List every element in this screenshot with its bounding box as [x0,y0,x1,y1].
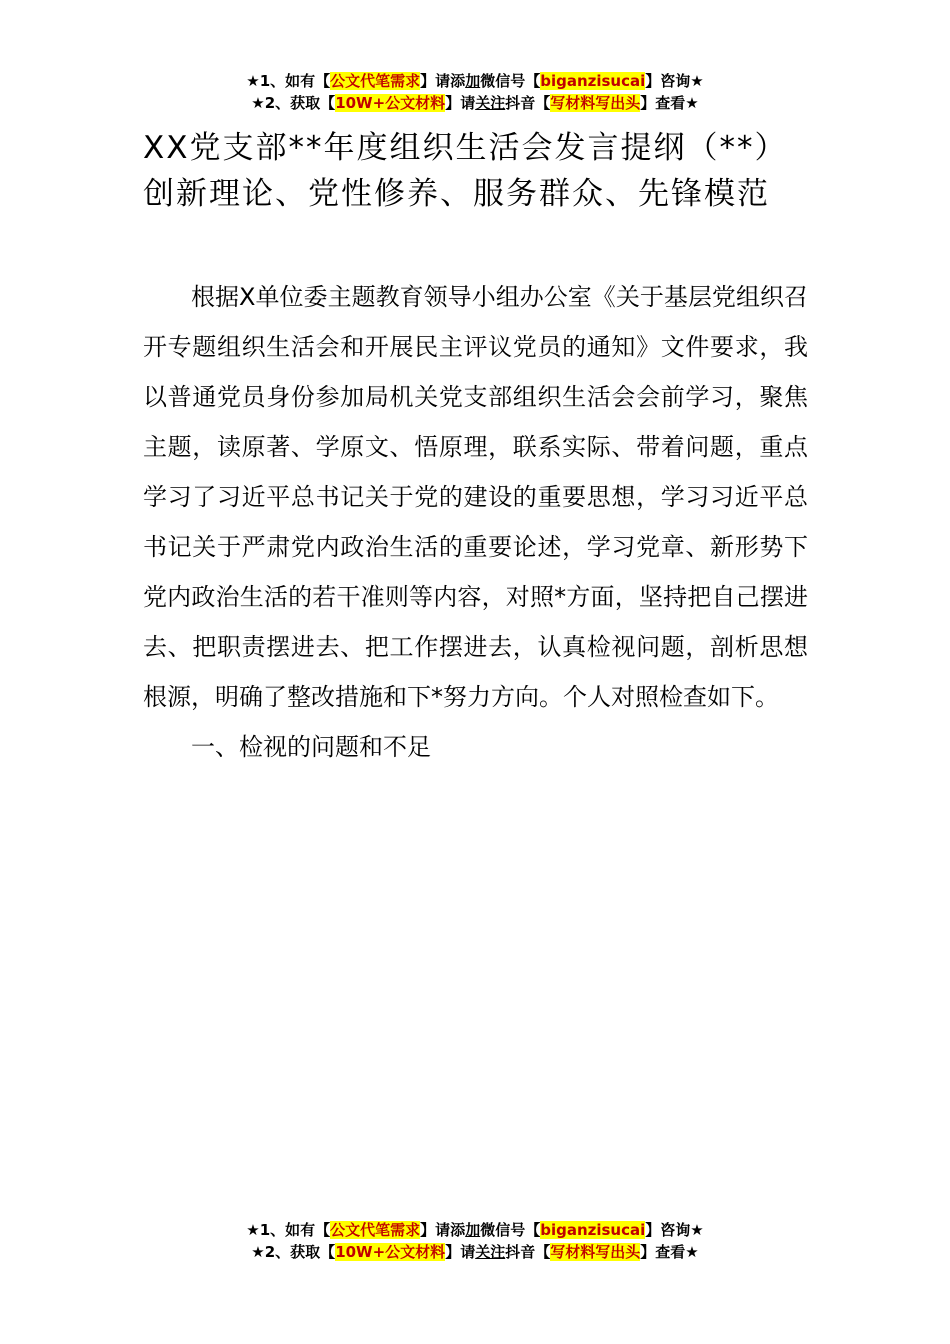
banner-line-1-emphasis: 加 [465,72,481,90]
banner-line-2-emphasis: 关注 [475,94,506,112]
footer-line-1-mid: 】请添 [420,1221,466,1239]
footer-banner [0,1219,950,1263]
footer-line-2-mid-2: 抖音【 [505,1243,551,1261]
footer-douyin-account: 写材料写出头 [550,1243,641,1261]
banner-wechat-id: biganzisucai [540,72,646,90]
banner-line-1 [0,70,950,92]
footer-line-2-emphasis: 关注 [475,1243,506,1261]
banner-materials-highlight: 10W+公文材料 [335,94,446,112]
footer-line-2-suffix: 】查看★ [640,1243,699,1261]
document-body [143,272,808,772]
banner-line-2-prefix: ★2、获取【 [251,94,336,112]
footer-banner-line-2 [0,1241,950,1263]
banner-line-1-prefix: ★1、如有【 [246,72,331,90]
section-heading-1: 一、检视的问题和不足 [191,733,431,761]
footer-line-1-prefix: ★1、如有【 [246,1221,331,1239]
footer-line-1-mid-2: 微信号【 [480,1221,541,1239]
banner-line-2-mid: 】请 [445,94,476,112]
footer-wechat-id: biganzisucai [540,1221,646,1239]
banner-line-1-suffix: 】咨询★ [645,72,704,90]
document-title: XX党支部**年度组织生活会发言提纲（**）创新理论、党性修养、服务群众、先锋模范 [143,130,788,212]
footer-line-2-prefix: ★2、获取【 [251,1243,336,1261]
banner-line-2-suffix: 】查看★ [640,94,699,112]
banner-line-1-mid: 】请添 [420,72,466,90]
footer-service-highlight: 公文代笔需求 [330,1221,421,1239]
intro-paragraph: 根据X单位委主题教育领导小组办公室《关于基层党组织召开专题组织生活会和开展民主评议党员的通知》文件要求，我以普通党员身份参加局机关党支部组织生活会会前学习，聚焦主题，读原著、学原文、悟原理，联系实际、带着问题，重点学习了习近平总书记关于党的建设的重要思想，学习习近平总书记关于严肃党内政治生活的重要论述，学习党章、新形势下党内政治生活的若干准则等内容，对照*方面，坚持把自己摆进去、把职责摆进去、把工作摆进去，认真检视问题，剖析思想根源，明确了整改措施和下*努力方向。个人对照检查如下。 [143,283,808,711]
banner-douyin-account: 写材料写出头 [550,94,641,112]
banner-line-1-mid-2: 微信号【 [480,72,541,90]
footer-line-1-suffix: 】咨询★ [645,1221,704,1239]
banner-line-2 [0,92,950,114]
banner-service-highlight: 公文代笔需求 [330,72,421,90]
banner-line-2-mid-2: 抖音【 [505,94,551,112]
footer-line-2-mid: 】请 [445,1243,476,1261]
footer-materials-highlight: 10W+公文材料 [335,1243,446,1261]
footer-banner-line-1 [0,1219,950,1241]
header-banner [0,70,950,114]
footer-line-1-emphasis: 加 [465,1221,481,1239]
